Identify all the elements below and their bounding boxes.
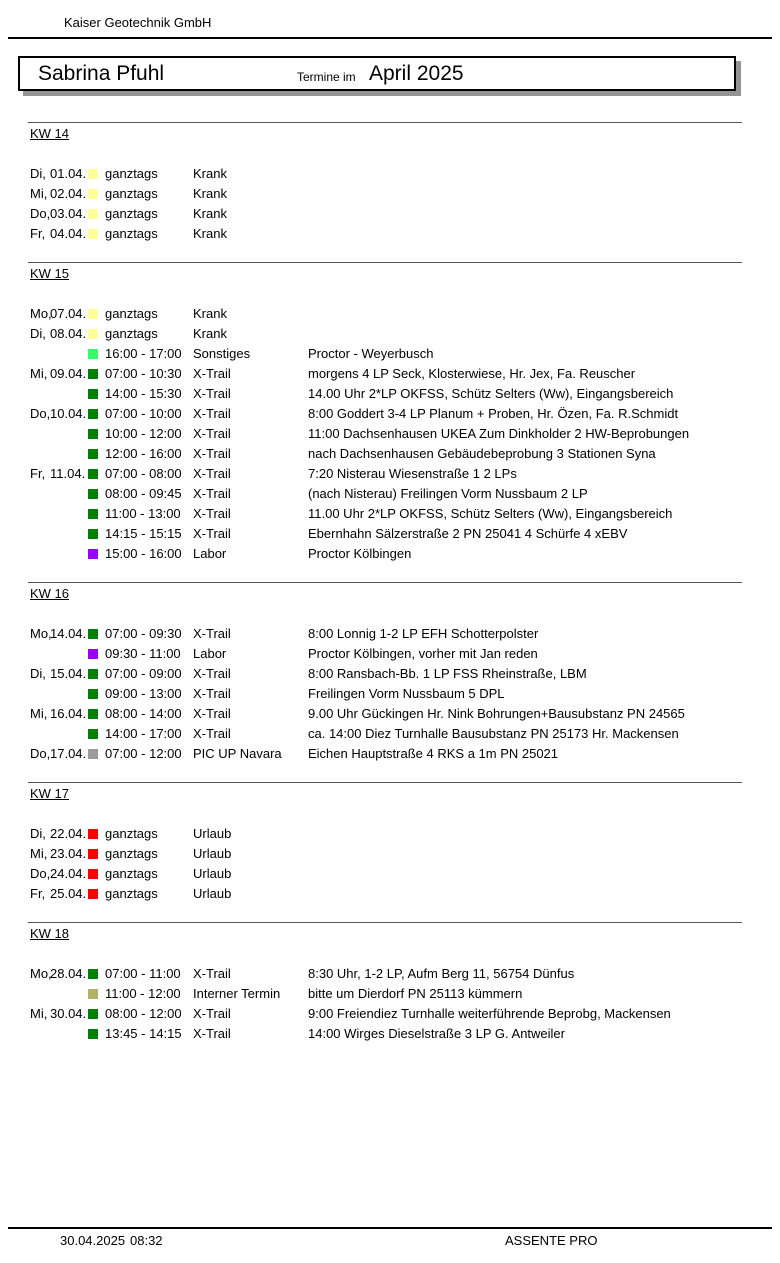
category-color-cell [88,304,105,324]
row-type: Krank [193,226,227,241]
row-day [30,504,50,524]
row-day: Di, [30,666,46,681]
row-type: Urlaub [193,866,232,881]
week-section [0,262,780,564]
footer-app-name: ASSENTE PRO [505,1233,598,1248]
row-date: 07.04. [50,306,87,321]
category-color-square [88,709,98,719]
row-day: Fr, [30,226,46,241]
category-color-cell [88,364,105,384]
appointment-row [0,524,780,544]
section-divider [28,582,742,583]
row-description: 9:00 Freiendiez Turnhalle weiterführende Beprobg, Mackensen [308,1006,671,1021]
category-color-cell [88,224,105,244]
row-type: Urlaub [193,826,232,841]
row-description: 7:20 Nisterau Wiesenstraße 1 2 LPs [308,466,517,481]
row-day [30,384,50,404]
week-label: KW 15 [30,266,70,281]
category-color-cell [88,544,105,564]
row-date: 23.04. [50,846,87,861]
category-color-square [88,649,98,659]
week-rows [0,304,780,564]
category-color-square [88,669,98,679]
row-day: Di, [30,326,46,341]
row-day: Mo, [30,306,52,321]
row-type: Krank [193,306,227,321]
section-divider [28,262,742,263]
row-type: Krank [193,206,227,221]
row-description [308,224,780,244]
row-date [50,644,88,664]
row-description: Ebernhahn Sälzerstraße 2 PN 25041 4 Schürfe 4 xEBV [308,526,628,541]
section-divider [28,782,742,783]
week-rows [0,964,780,1044]
row-date [50,684,88,704]
row-type: X-Trail [193,406,231,421]
row-date [50,524,88,544]
row-time: ganztags [105,306,158,321]
category-color-square [88,829,98,839]
appointment-row [0,744,780,764]
category-color-cell [88,324,105,344]
person-name: Sabrina Pfuhl [38,62,165,85]
row-type: X-Trail [193,726,231,741]
row-description [308,824,780,844]
row-day: Di, [30,826,46,841]
row-description: Proctor - Weyerbusch [308,346,434,361]
category-color-cell [88,664,105,684]
row-day [30,644,50,664]
row-date [50,1024,88,1044]
category-color-square [88,1009,98,1019]
row-day: Mi, [30,1006,48,1021]
category-color-cell [88,844,105,864]
category-color-cell [88,684,105,704]
row-time: 12:00 - 16:00 [105,446,182,461]
row-date: 01.04. [50,166,87,181]
category-color-cell [88,744,105,764]
category-color-square [88,369,98,379]
row-day [30,344,50,364]
row-description: 11.00 Uhr 2*LP OKFSS, Schütz Selters (Ww), Eingangsbereich [308,506,673,521]
row-date [50,544,88,564]
row-time: 11:00 - 12:00 [105,986,181,1001]
row-time: ganztags [105,326,158,341]
row-time: ganztags [105,206,158,221]
category-color-square [88,429,98,439]
row-date: 30.04. [50,1006,87,1021]
category-color-square [88,509,98,519]
appointment-row [0,984,780,1004]
row-date [50,344,88,364]
row-type: X-Trail [193,426,231,441]
row-time: 07:00 - 09:30 [105,626,182,641]
row-date: 24.04. [50,866,87,881]
row-type: X-Trail [193,446,231,461]
category-color-square [88,409,98,419]
row-description: morgens 4 LP Seck, Klosterwiese, Hr. Jex, Fa. Reuscher [308,366,636,381]
row-day [30,484,50,504]
category-color-cell [88,204,105,224]
row-description: 11:00 Dachsenhausen UKEA Zum Dinkholder 2 HW-Beprobungen [308,426,690,441]
row-description: Proctor Kölbingen, vorher mit Jan reden [308,646,538,661]
row-time: 14:15 - 15:15 [105,526,182,541]
footer-print-time: 08:32 [130,1233,163,1248]
row-type: X-Trail [193,666,231,681]
row-time: 15:00 - 16:00 [105,546,182,561]
row-description: 8:00 Goddert 3-4 LP Planum + Proben, Hr. Özen, Fa. R.Schmidt [308,406,679,421]
title-month: April 2025 [369,62,464,85]
row-date: 04.04. [50,226,87,241]
row-time: 11:00 - 13:00 [105,506,181,521]
row-time: 14:00 - 17:00 [105,726,182,741]
row-date: 16.04. [50,706,87,721]
row-type: Krank [193,326,227,341]
row-time: 07:00 - 08:00 [105,466,182,481]
week-section [0,782,780,904]
row-date [50,384,88,404]
row-type: Urlaub [193,846,232,861]
category-color-square [88,749,98,759]
row-type: Urlaub [193,886,232,901]
category-color-square [88,309,98,319]
row-date [50,984,88,1004]
row-time: 07:00 - 10:30 [105,366,182,381]
row-time: 07:00 - 10:00 [105,406,182,421]
company-name: Kaiser Geotechnik GmbH [64,15,212,30]
row-description [308,304,780,324]
appointment-row [0,424,780,444]
appointment-row [0,204,780,224]
appointment-row [0,724,780,744]
row-date [50,724,88,744]
category-color-square [88,989,98,999]
category-color-square [88,189,98,199]
appointment-row [0,384,780,404]
row-date: 17.04. [50,746,87,761]
category-color-square [88,1029,98,1039]
row-type: Krank [193,166,227,181]
row-day: Mi, [30,186,48,201]
category-color-cell [88,164,105,184]
week-rows [0,164,780,244]
row-type: X-Trail [193,626,231,641]
row-date: 10.04. [50,406,87,421]
appointment-row [0,164,780,184]
row-date [50,424,88,444]
row-description: 14:00 Wirges Dieselstraße 3 LP G. Antweiler [308,1026,565,1041]
appointment-row [0,704,780,724]
week-label: KW 14 [30,126,70,141]
category-color-cell [88,384,105,404]
category-color-square [88,389,98,399]
category-color-cell [88,964,105,984]
appointment-row [0,824,780,844]
row-day [30,984,50,1004]
appointment-row [0,864,780,884]
category-color-cell [88,704,105,724]
appointment-row [0,304,780,324]
row-day: Do, [30,866,51,881]
row-type: X-Trail [193,506,231,521]
row-time: 09:30 - 11:00 [105,646,181,661]
category-color-square [88,349,98,359]
category-color-square [88,469,98,479]
row-date [50,484,88,504]
row-time: ganztags [105,186,158,201]
row-description: 8:30 Uhr, 1-2 LP, Aufm Berg 11, 56754 Dünfus [308,966,575,981]
row-day: Do, [30,406,51,421]
row-day: Mi, [30,706,48,721]
row-date: 03.04. [50,206,87,221]
row-day: Fr, [30,466,46,481]
row-date: 22.04. [50,826,87,841]
appointment-row [0,444,780,464]
row-type: X-Trail [193,1006,231,1021]
section-divider [28,922,742,923]
row-time: ganztags [105,166,158,181]
row-description: Proctor Kölbingen [308,546,412,561]
row-description: ca. 14:00 Diez Turnhalle Bausubstanz PN 25173 Hr. Mackensen [308,726,679,741]
week-label: KW 18 [30,926,70,941]
appointment-row [0,1004,780,1024]
week-section [0,122,780,244]
row-date: 11.04. [50,466,86,481]
row-time: ganztags [105,226,158,241]
row-description: 8:00 Lonnig 1-2 LP EFH Schotterpolster [308,626,539,641]
row-description [308,884,780,904]
category-color-square [88,629,98,639]
category-color-square [88,169,98,179]
title-box [18,56,736,91]
appointment-row [0,404,780,424]
row-description [308,324,780,344]
category-color-cell [88,724,105,744]
appointment-row [0,624,780,644]
appointment-row [0,684,780,704]
week-section [0,922,780,1044]
row-type: X-Trail [193,486,231,501]
row-date: 25.04. [50,886,87,901]
week-rows [0,824,780,904]
appointment-row [0,464,780,484]
row-type: PIC UP Navara [193,746,282,761]
category-color-square [88,529,98,539]
appointment-row [0,1024,780,1044]
category-color-cell [88,344,105,364]
week-label: KW 17 [30,786,70,801]
category-color-square [88,549,98,559]
row-day: Mi, [30,366,48,381]
row-type: Krank [193,186,227,201]
row-type: X-Trail [193,366,231,381]
row-time: 14:00 - 15:30 [105,386,182,401]
row-type: Labor [193,546,227,561]
row-date: 02.04. [50,186,87,201]
row-day: Do, [30,206,51,221]
appointment-row [0,184,780,204]
appointment-row [0,364,780,384]
row-type: Interner Termin [193,986,281,1001]
appointment-row [0,884,780,904]
appointment-row [0,844,780,864]
row-day: Do, [30,746,51,761]
row-time: 08:00 - 09:45 [105,486,182,501]
row-day [30,444,50,464]
row-type: X-Trail [193,526,231,541]
title-prefix: Termine im [297,70,356,84]
row-time: 08:00 - 14:00 [105,706,182,721]
row-type: X-Trail [193,386,231,401]
row-day [30,724,50,744]
row-type: X-Trail [193,706,231,721]
category-color-cell [88,1024,105,1044]
footer-print-date: 30.04.2025 [60,1233,126,1248]
row-time: 07:00 - 11:00 [105,966,181,981]
row-day: Di, [30,166,46,181]
row-description: bitte um Dierdorf PN 25113 kümmern [308,986,523,1001]
category-color-square [88,729,98,739]
row-time: 16:00 - 17:00 [105,346,182,361]
category-color-square [88,849,98,859]
row-type: Sonstiges [193,346,251,361]
row-date: 09.04. [50,366,87,381]
week-rows [0,624,780,764]
row-time: 10:00 - 12:00 [105,426,182,441]
week-section [0,582,780,764]
row-day [30,684,50,704]
appointment-row [0,324,780,344]
row-time: 13:45 - 14:15 [105,1026,182,1041]
row-day: Mo, [30,966,52,981]
row-type: X-Trail [193,966,231,981]
weeks-container [0,122,780,1062]
row-description [308,864,780,884]
row-time: 07:00 - 12:00 [105,746,182,761]
appointment-row [0,664,780,684]
row-type: X-Trail [193,466,231,481]
category-color-square [88,209,98,219]
category-color-square [88,449,98,459]
category-color-cell [88,624,105,644]
row-time: ganztags [105,886,158,901]
row-description: nach Dachsenhausen Gebäudebeprobung 3 Stationen Syna [308,446,656,461]
appointment-row [0,964,780,984]
category-color-square [88,869,98,879]
row-day: Mo, [30,626,52,641]
category-color-cell [88,984,105,1004]
category-color-cell [88,884,105,904]
category-color-cell [88,504,105,524]
category-color-cell [88,464,105,484]
row-description [308,164,780,184]
appointment-row [0,224,780,244]
row-time: ganztags [105,846,158,861]
appointment-row [0,504,780,524]
row-description [308,184,780,204]
section-divider [28,122,742,123]
row-time: ganztags [105,866,158,881]
category-color-cell [88,824,105,844]
row-time: 08:00 - 12:00 [105,1006,182,1021]
row-day: Mi, [30,846,48,861]
row-description: 8:00 Ransbach-Bb. 1 LP FSS Rheinstraße, LBM [308,666,587,681]
category-color-square [88,889,98,899]
row-description: 14.00 Uhr 2*LP OKFSS, Schütz Selters (Ww), Eingangsbereich [308,386,674,401]
appointment-row [0,544,780,564]
category-color-square [88,489,98,499]
header-divider [8,37,772,39]
row-type: X-Trail [193,686,231,701]
category-color-square [88,329,98,339]
category-color-cell [88,1004,105,1024]
appointment-row [0,644,780,664]
row-description: Eichen Hauptstraße 4 RKS a 1m PN 25021 [308,746,559,761]
footer-divider [8,1227,772,1229]
row-description: Freilingen Vorm Nussbaum 5 DPL [308,686,505,701]
row-description [308,204,780,224]
row-date: 14.04. [50,626,87,641]
row-date [50,504,88,524]
category-color-square [88,229,98,239]
row-time: ganztags [105,826,158,841]
row-day [30,1024,50,1044]
row-description: (nach Nisterau) Freilingen Vorm Nussbaum 2 LP [308,486,588,501]
row-day [30,424,50,444]
category-color-cell [88,444,105,464]
row-type: X-Trail [193,1026,231,1041]
row-day [30,544,50,564]
row-time: 09:00 - 13:00 [105,686,182,701]
row-day: Fr, [30,886,46,901]
category-color-square [88,969,98,979]
row-date [50,444,88,464]
week-label: KW 16 [30,586,70,601]
category-color-cell [88,644,105,664]
row-description: 9.00 Uhr Gückingen Hr. Nink Bohrungen+Bausubstanz PN 24565 [308,706,685,721]
category-color-cell [88,484,105,504]
appointment-row [0,484,780,504]
row-date: 08.04. [50,326,87,341]
category-color-cell [88,424,105,444]
row-time: 07:00 - 09:00 [105,666,182,681]
appointment-row [0,344,780,364]
row-day [30,524,50,544]
row-type: Labor [193,646,227,661]
row-description [308,844,780,864]
row-date: 15.04. [50,666,87,681]
category-color-cell [88,404,105,424]
category-color-cell [88,524,105,544]
category-color-square [88,689,98,699]
category-color-cell [88,864,105,884]
category-color-cell [88,184,105,204]
row-date: 28.04. [50,966,87,981]
